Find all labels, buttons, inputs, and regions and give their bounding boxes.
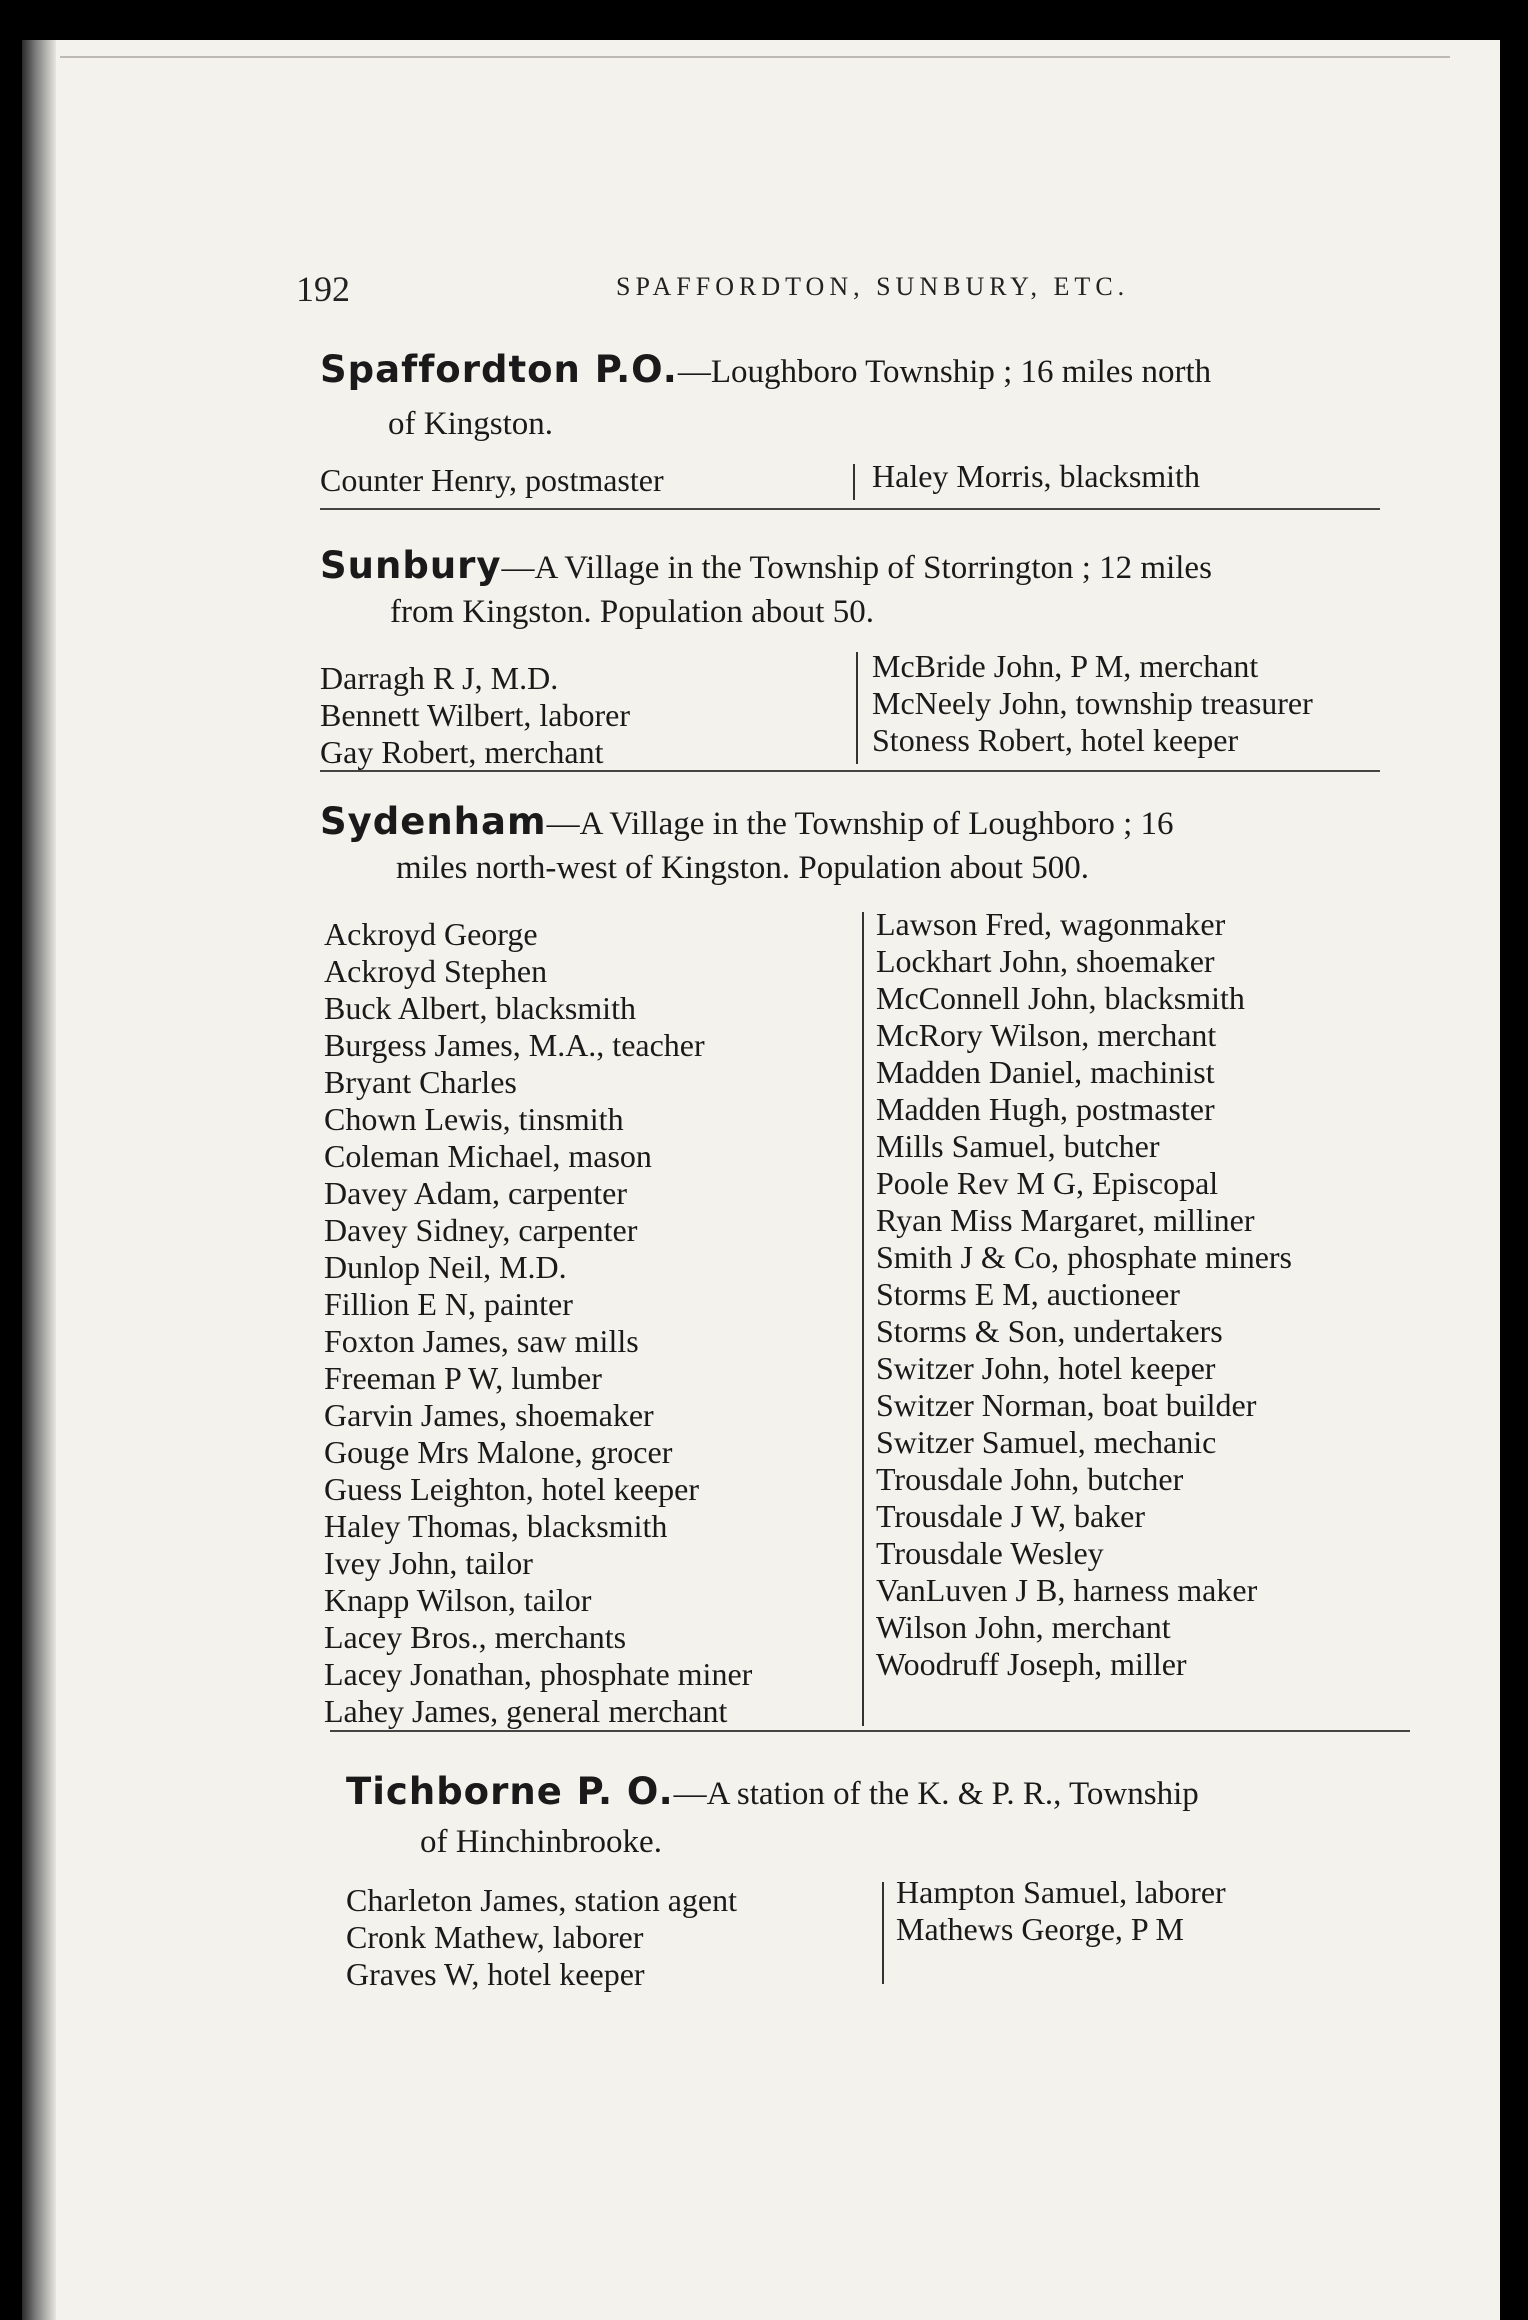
directory-entry: Darragh R J, M.D. (320, 660, 559, 696)
directory-entry: Switzer Samuel, mechanic (876, 1424, 1217, 1460)
directory-left-column (324, 916, 752, 1730)
place-name: Sunbury (320, 544, 502, 587)
directory-entry: Mathews George, P M (896, 1911, 1184, 1947)
page-number: 192 (296, 269, 350, 309)
place-name: Tichborne P. O. (346, 1770, 674, 1813)
directory-entry: Storms & Son, undertakers (876, 1313, 1223, 1349)
directory-entry: Ackroyd Stephen (324, 953, 548, 989)
place-description-cont: of Hinchinbrooke. (420, 1824, 662, 1860)
directory-left-column (320, 660, 630, 771)
directory-entry: Buck Albert, blacksmith (324, 990, 636, 1026)
directory-entry: Burgess James, M.A., teacher (324, 1027, 705, 1063)
entry-sunbury (320, 544, 1440, 590)
directory-entry: Gouge Mrs Malone, grocer (324, 1434, 673, 1470)
directory-entry: Bryant Charles (324, 1064, 517, 1100)
directory-entry: Ackroyd George (324, 916, 538, 952)
directory-entry: Fillion E N, painter (324, 1286, 573, 1322)
directory-right-column (876, 906, 1292, 1683)
directory-entry: Haley Thomas, blacksmith (324, 1508, 668, 1544)
place-description: —Loughboro Township ; 16 miles north (677, 354, 1212, 390)
directory-entry: Trousdale John, butcher (876, 1461, 1184, 1497)
column-divider (882, 1882, 884, 1984)
place-name: Sydenham (320, 800, 547, 843)
directory-entry: Hampton Samuel, laborer (896, 1874, 1226, 1910)
place-description-cont: from Kingston. Population about 50. (390, 594, 874, 630)
directory-right-column (872, 458, 1200, 495)
entry-tichborne (346, 1770, 1466, 1816)
directory-entry: Counter Henry, postmaster (320, 462, 664, 498)
directory-entry: Foxton James, saw mills (324, 1323, 639, 1359)
directory-entry: Trousdale Wesley (876, 1535, 1104, 1571)
directory-entry: Lockhart John, shoemaker (876, 943, 1215, 979)
directory-entry: Knapp Wilson, tailor (324, 1582, 592, 1618)
directory-entry: Graves W, hotel keeper (346, 1956, 645, 1992)
directory-entry: Mills Samuel, butcher (876, 1128, 1160, 1164)
directory-entry: Cronk Mathew, laborer (346, 1919, 644, 1955)
column-divider (853, 464, 855, 500)
directory-entry: Lacey Bros., merchants (324, 1619, 627, 1655)
place-name: Spaffordton P.O. (320, 348, 678, 391)
column-divider (862, 912, 864, 1726)
directory-entry: Coleman Michael, mason (324, 1138, 652, 1174)
directory-entry: Storms E M, auctioneer (876, 1276, 1180, 1312)
directory-entry: Switzer Norman, boat builder (876, 1387, 1257, 1423)
place-description: —A Village in the Township of Loughboro ; 16 (546, 806, 1174, 842)
directory-entry: Smith J & Co, phosphate miners (876, 1239, 1292, 1275)
column-divider (856, 652, 858, 764)
directory-entry: Ryan Miss Margaret, milliner (876, 1202, 1255, 1238)
directory-entry: Dunlop Neil, M.D. (324, 1249, 567, 1285)
directory-entry: McNeely John, township treasurer (872, 685, 1313, 721)
place-description: —A Village in the Township of Storrington ; 12 miles (501, 550, 1212, 586)
directory-entry: Lawson Fred, wagonmaker (876, 906, 1226, 942)
directory-entry: VanLuven J B, harness maker (876, 1572, 1258, 1608)
directory-entry: McConnell John, blacksmith (876, 980, 1245, 1016)
directory-entry: Ivey John, tailor (324, 1545, 533, 1581)
directory-entry: Lahey James, general merchant (324, 1693, 728, 1729)
directory-entry: Madden Daniel, machinist (876, 1054, 1215, 1090)
directory-entry: Chown Lewis, tinsmith (324, 1101, 624, 1137)
directory-entry: Trousdale J W, baker (876, 1498, 1146, 1534)
directory-entry: Guess Leighton, hotel keeper (324, 1471, 699, 1507)
directory-entry: Freeman P W, lumber (324, 1360, 602, 1396)
directory-entry: Lacey Jonathan, phosphate miner (324, 1656, 753, 1692)
directory-entry: McBride John, P M, merchant (872, 648, 1259, 684)
directory-right-column (872, 648, 1313, 759)
directory-entry: Stoness Robert, hotel keeper (872, 722, 1239, 758)
directory-entry: Woodruff Joseph, miller (876, 1646, 1187, 1682)
running-head (296, 268, 1496, 308)
directory-entry: Bennett Wilbert, laborer (320, 697, 631, 733)
directory-entry: Davey Adam, carpenter (324, 1175, 627, 1211)
directory-entry: Poole Rev M G, Episcopal (876, 1165, 1219, 1201)
place-description-cont: miles north-west of Kingston. Population about 500. (396, 850, 1089, 886)
directory-right-column (896, 1874, 1226, 1948)
place-description-cont: of Kingston. (388, 406, 553, 442)
directory-entry: Haley Morris, blacksmith (872, 458, 1200, 494)
directory-left-column (320, 462, 664, 499)
directory-entry: Wilson John, merchant (876, 1609, 1171, 1645)
directory-entry: Davey Sidney, carpenter (324, 1212, 638, 1248)
directory-entry: McRory Wilson, merchant (876, 1017, 1217, 1053)
directory-entry: Gay Robert, merchant (320, 734, 604, 770)
top-rule (60, 56, 1450, 58)
section-divider (330, 1730, 1410, 1732)
running-title: SPAFFORDTON, SUNBURY, ETC. (616, 272, 1130, 301)
directory-entry: Garvin James, shoemaker (324, 1397, 654, 1433)
directory-left-column (346, 1882, 737, 1993)
directory-entry: Madden Hugh, postmaster (876, 1091, 1215, 1127)
scan-edge (22, 40, 56, 2320)
place-description: —A station of the K. & P. R., Township (673, 1776, 1199, 1812)
section-divider (320, 508, 1380, 510)
entry-sydenham (320, 800, 1440, 846)
directory-entry: Switzer John, hotel keeper (876, 1350, 1216, 1386)
entry-spaffordton (320, 348, 1440, 394)
directory-entry: Charleton James, station agent (346, 1882, 738, 1918)
section-divider (320, 770, 1380, 772)
